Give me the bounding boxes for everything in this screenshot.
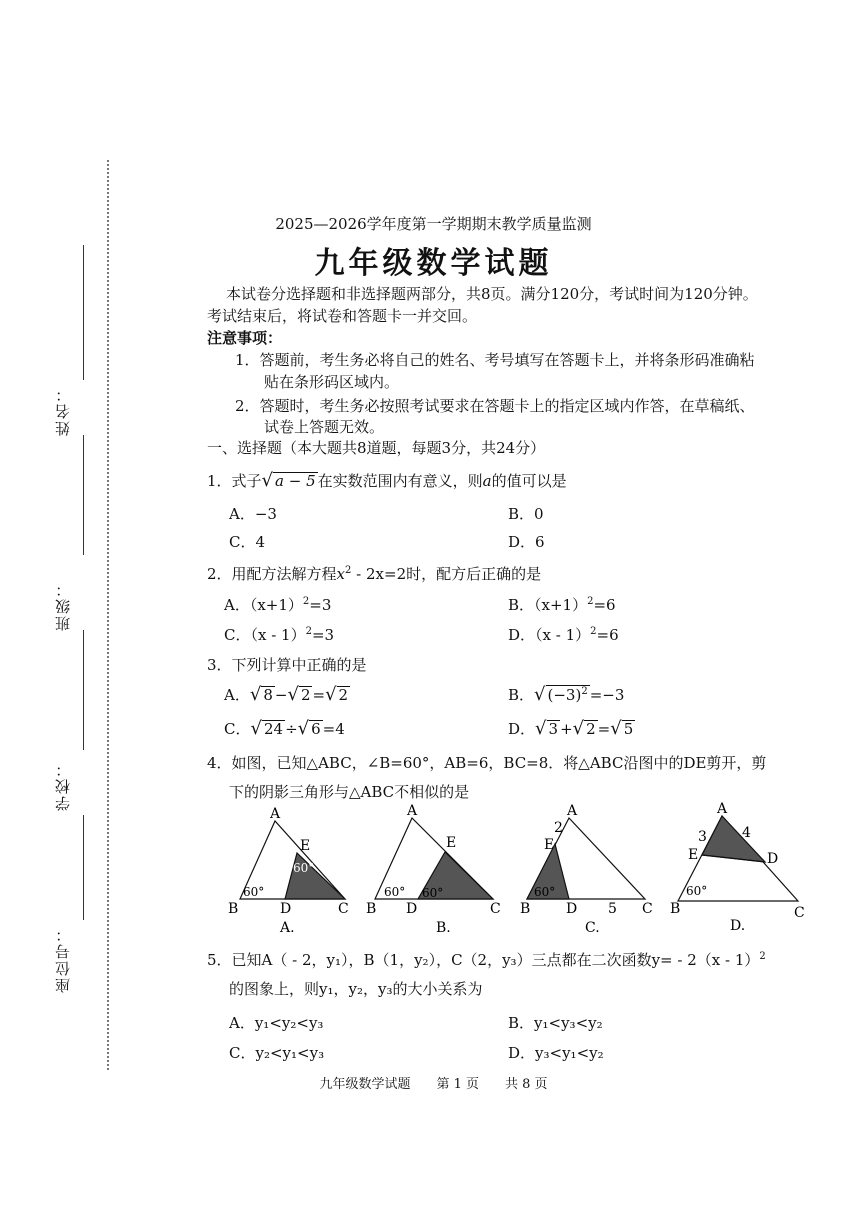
q3-option-d: D．√ 3 +√ 2 =√ 5: [508, 718, 634, 739]
intro-line-2: 考试结束后，将试卷和答题卡一并交回。: [207, 307, 478, 325]
intro-line-1: 本试卷分选择题和非选择题两部分，共8页。满分120分，考试时间为120分钟。: [226, 285, 758, 303]
svg-text:B: B: [228, 901, 239, 917]
q3-option-c: C．√ 24 ÷√ 6 =4: [224, 718, 345, 739]
question-3-stem: 3．下列计算中正确的是: [207, 656, 367, 674]
q3-option-a: A．√ 8 −√ 2 =√ 2: [224, 684, 349, 705]
q2-option-a: A．$(x+1)^2=3$: [224, 596, 332, 614]
svg-text:C: C: [794, 905, 805, 921]
svg-text:60°: 60°: [422, 886, 444, 900]
exam-subtitle: 2025—2026学年度第一学期期末教学质量监测: [275, 215, 592, 233]
svg-text:60°: 60°: [686, 884, 708, 898]
svg-text:D: D: [767, 851, 779, 867]
note-1b: 贴在条形码区域内。: [264, 373, 400, 391]
svg-text:D: D: [406, 901, 418, 917]
name-label: 姓名：: [54, 385, 72, 436]
figure-d-shaded-triangle: [702, 816, 765, 862]
svg-text:A: A: [270, 806, 281, 822]
note-2b: 试卷上答题无效。: [264, 418, 385, 436]
svg-text:B: B: [366, 901, 377, 917]
svg-text:B: B: [520, 901, 531, 917]
name-line-lower: [83, 435, 84, 555]
svg-text:C: C: [490, 901, 501, 917]
q1-radical: a − 5: [275, 472, 316, 490]
svg-text:E: E: [446, 835, 457, 851]
svg-text:5: 5: [608, 901, 617, 917]
section-1-heading: 一、选择题（本大题共8道题，每题3分，共24分）: [207, 439, 546, 457]
binding-dotted-line: [107, 160, 109, 1070]
q1-option-d: D．6: [508, 533, 545, 551]
question-4-line-2: 下的阴影三角形与△ABC不相似的是: [229, 783, 470, 801]
q5-option-d: D．y₃<y₁<y₂: [508, 1044, 604, 1062]
note-2a: 2．答题时，考生务必按照考试要求在答题卡上的指定区域内作答，在草稿纸、: [235, 397, 755, 415]
svg-text:C: C: [338, 901, 349, 917]
svg-text:A: A: [407, 803, 418, 819]
q5-option-b: B．y₁<y₃<y₂: [508, 1014, 603, 1032]
q5-option-a: A．y₁<y₂<y₃: [229, 1014, 324, 1032]
svg-text:D: D: [566, 901, 578, 917]
svg-text:E: E: [544, 837, 555, 853]
svg-text:60°: 60°: [243, 885, 265, 899]
school-label: 学校：: [54, 760, 72, 811]
svg-text:A: A: [567, 803, 578, 819]
question-1-stem: 1．式子√ a − 5 在实数范围内有意义，则a的值可以是: [207, 470, 567, 491]
q2-option-d: D．（x - 1）$^2$=6: [508, 626, 619, 644]
svg-text:2: 2: [554, 820, 563, 836]
svg-text:3: 3: [698, 829, 707, 845]
svg-text:B.: B.: [436, 920, 451, 936]
svg-text:E: E: [300, 838, 311, 854]
q2-option-c: C．（x - 1）$^2$=3: [224, 626, 335, 644]
figure-c: [520, 803, 653, 936]
svg-text:E: E: [688, 847, 699, 863]
note-1a: 1．答题前，考生务必将自己的姓名、考号填写在答题卡上，并将条形码准确粘: [235, 351, 755, 369]
notes-heading: 注意事项：: [207, 329, 283, 347]
q2-option-b: B．$(x+1)^2=6$: [508, 596, 616, 614]
figure-b: [366, 803, 501, 936]
svg-text:4: 4: [742, 825, 751, 841]
figure-a-shaded-triangle: [285, 853, 345, 899]
q1-option-a: A．−3: [229, 505, 277, 523]
class-label: 班级：: [54, 580, 72, 631]
seat-label: 座位号：: [54, 925, 72, 993]
q5-option-c: C．y₂<y₁<y₃: [229, 1044, 325, 1062]
q1-option-c: C．4: [229, 533, 266, 551]
svg-text:C.: C.: [585, 920, 600, 936]
figure-d: [670, 801, 805, 934]
svg-text:B: B: [670, 901, 681, 917]
exam-title: 九年级数学试题: [314, 246, 553, 281]
svg-text:A.: A.: [280, 920, 295, 936]
q1-option-b: B．0: [508, 505, 544, 523]
svg-text:D.: D.: [730, 918, 746, 934]
svg-text:60°: 60°: [534, 885, 556, 899]
figure-a: [228, 806, 349, 936]
svg-text:A: A: [717, 801, 728, 817]
svg-text:C: C: [642, 901, 653, 917]
q3-option-b: B．√ $(-3)^2 =-3$: [508, 684, 625, 705]
question-4-line-1: 4．如图，已知△ABC，∠B=60°，AB=6，BC=8．将△ABC沿图中的DE剪开，剪: [207, 754, 767, 772]
svg-text:60°: 60°: [293, 861, 315, 875]
q4-figures: [220, 800, 820, 940]
school-line: [83, 815, 84, 920]
question-5-line-1: 5．已知A（ - 2，y₁），B（1，y₂），C（2，y₃）三点都在二次函数y= - 2（x - 1）$^2$: [207, 951, 766, 969]
page-footer: 九年级数学试题 第 1 页 共 8 页: [319, 1077, 548, 1092]
svg-text:60°: 60°: [384, 885, 406, 899]
svg-text:D: D: [280, 901, 292, 917]
question-5-line-2: 的图象上，则y₁，y₂，y₃的大小关系为: [229, 980, 483, 998]
question-2-stem: 2．用配方法解方程$x^2 - 2x=2$时，配方后正确的是: [207, 565, 542, 583]
class-line: [83, 630, 84, 750]
